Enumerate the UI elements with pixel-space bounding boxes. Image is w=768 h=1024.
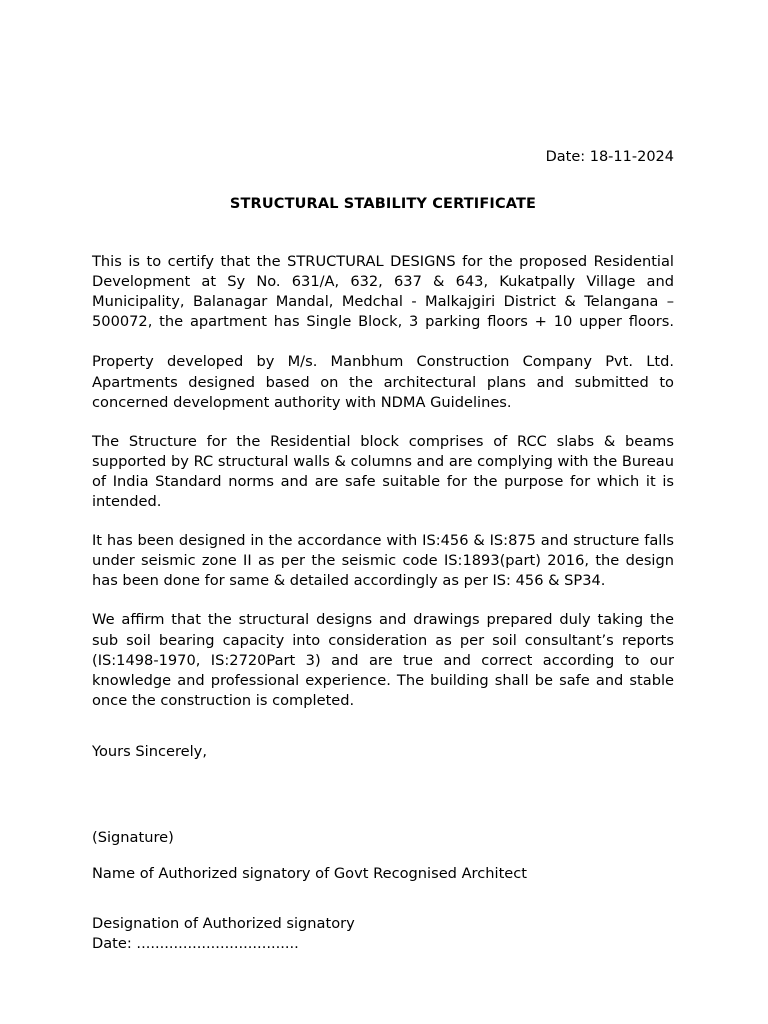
paragraph-design-codes: It has been designed in the accordance with IS:456 & IS:875 and structure falls under seismic zone II as per the seismic code IS:1893(part) 2016, the design has been done for same & detailed accordingly as per IS: 456 & SP34. [92, 532, 674, 590]
paragraph-certification [92, 252, 674, 413]
paragraph-certification-part2: Property developed by M/s. Manbhum Construction Company Pvt. Ltd. Apartments designed based on the architectural plans and submitted to concerned development authority with NDMA Guidelines. [92, 353, 674, 411]
signatory-name-line: Name of Authorized signatory of Govt Recognised Architect [92, 865, 528, 883]
paragraph-certification-part1: This is to certify that the STRUCTURAL DESIGNS for the proposed Residential Development at Sy No. 631/A, 632, 637 & 643, Kukatpally Village and Municipality, Balanagar Mandal, Medchal - Malkajgiri District & Telangana – 500072, the apartment has Single Block, 3 parking floors + 10 upper floors. [92, 253, 674, 331]
document-date: Date: 18-11-2024 [545, 149, 674, 165]
closing-salutation: Yours Sincerely, [92, 742, 207, 760]
paragraph-structure-description: The Structure for the Residential block comprises of RCC slabs & beams supported by RC structural walls & columns and are complying with the Bureau of India Standard norms and are safe suitable for the purpose for which it is intended. [92, 432, 674, 511]
signature-placeholder: (Signature) [92, 828, 174, 846]
paragraph-affirmation: We affirm that the structural designs and drawings prepared duly taking the sub soil bearing capacity into consideration as per soil consultant’s reports (IS:1498-1970, IS:2720Part 3) and are true and correct according to our knowledge and professional experience. The building shall be safe and stable once the construction is completed. [92, 611, 674, 709]
signatory-designation-line: Designation of Authorized signatory [92, 915, 355, 933]
signatory-date-line: Date: ................................... [92, 935, 299, 953]
signature-block [92, 828, 674, 954]
page-title: STRUCTURAL STABILITY CERTIFICATE [229, 196, 537, 212]
